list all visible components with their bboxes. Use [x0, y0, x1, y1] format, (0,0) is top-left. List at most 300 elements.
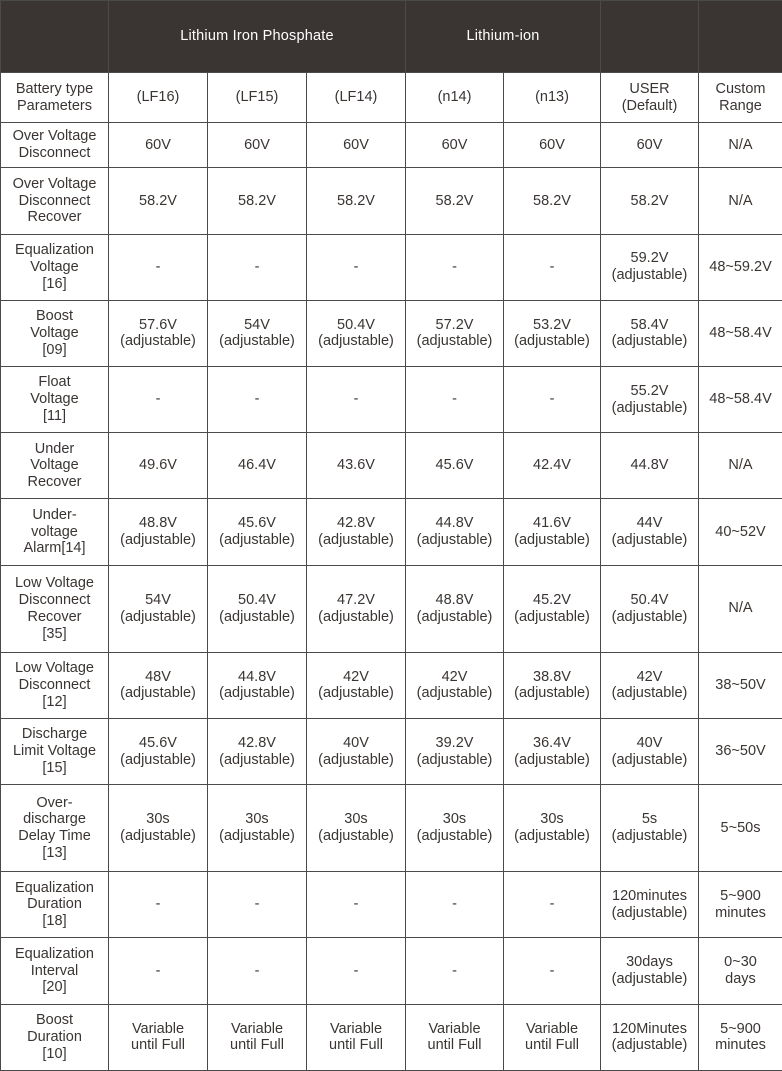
cell-value: Variable	[525, 1020, 579, 1037]
cell-value: 53.2V	[533, 316, 571, 333]
value-cell	[307, 652, 406, 718]
parameter-name-line: Equalization	[15, 879, 94, 896]
cell-value: 60V	[145, 136, 171, 153]
parameter-name-line: [20]	[42, 979, 67, 996]
cell-value: 30days	[626, 954, 673, 971]
parameter-name-cell	[1, 499, 109, 565]
cell-value: 45.6V	[139, 734, 177, 751]
cell-note: (adjustable)	[318, 751, 394, 768]
cell-note: (adjustable)	[219, 608, 295, 625]
value-cell	[406, 718, 504, 784]
group-header-user-blank	[601, 1, 699, 73]
cell-value: -	[353, 896, 359, 913]
battery-chemistry-group-header-row	[1, 1, 782, 73]
table-row	[1, 565, 782, 652]
cell-note: days	[725, 971, 756, 988]
value-cell	[208, 234, 307, 300]
cell-value: 39.2V	[435, 734, 474, 751]
table-row	[1, 168, 782, 234]
table-row	[1, 123, 782, 168]
cell-value: 54V	[244, 316, 270, 333]
cell-note: (adjustable)	[219, 333, 295, 350]
table-row	[1, 652, 782, 718]
parameter-name-line: Equalization	[15, 945, 94, 962]
cell-value: Variable	[230, 1020, 284, 1037]
value-cell	[307, 872, 406, 938]
cell-note: (adjustable)	[611, 267, 688, 284]
parameter-name-line: [12]	[42, 693, 67, 710]
parameter-name-line: Low Voltage	[14, 575, 94, 592]
parameter-name-cell	[1, 433, 109, 499]
cell-value: 46.4V	[238, 457, 276, 474]
value-cell	[699, 785, 782, 872]
value-cell	[307, 718, 406, 784]
value-cell	[504, 1004, 601, 1070]
cell-value: 40~52V	[715, 523, 766, 540]
cell-value: 57.6V	[139, 316, 177, 333]
cell-value: 58.2V	[337, 192, 375, 209]
column-header-range-line2: Range	[719, 97, 762, 114]
parameter-name-line: Voltage	[30, 391, 79, 408]
cell-note: (adjustable)	[514, 532, 590, 549]
parameter-name-cell	[1, 872, 109, 938]
parameter-name-line: Disconnect	[18, 145, 91, 162]
value-cell	[601, 785, 699, 872]
value-cell	[109, 234, 208, 300]
cell-value: 45.2V	[533, 591, 571, 608]
cell-note: (adjustable)	[318, 333, 394, 350]
cell-note: (adjustable)	[120, 333, 196, 350]
cell-value: -	[155, 391, 161, 408]
cell-value: 120Minutes	[612, 1020, 687, 1037]
cell-note: (adjustable)	[611, 333, 688, 350]
cell-note: (adjustable)	[514, 608, 590, 625]
table-row	[1, 499, 782, 565]
value-cell	[307, 565, 406, 652]
value-cell	[699, 234, 782, 300]
value-cell	[307, 234, 406, 300]
value-cell	[699, 123, 782, 168]
value-cell	[699, 433, 782, 499]
cell-note: (adjustable)	[611, 532, 688, 549]
cell-value: 5~900	[720, 1020, 761, 1037]
cell-value: Variable	[131, 1020, 185, 1037]
parameter-name-line: Equalization	[15, 241, 94, 258]
value-cell	[601, 1004, 699, 1070]
cell-value: 60V	[441, 136, 468, 153]
value-cell	[601, 499, 699, 565]
value-cell	[504, 872, 601, 938]
cell-value: 58.2V	[238, 192, 276, 209]
cell-value: 44V	[636, 515, 663, 532]
cell-value: -	[155, 258, 161, 275]
cell-value: 59.2V	[630, 250, 669, 267]
cell-value: N/A	[728, 600, 753, 617]
column-header-custom-range	[699, 73, 782, 123]
column-header-parameters-line1: Battery type	[15, 80, 94, 97]
cell-value: -	[452, 391, 457, 408]
cell-value: -	[353, 258, 359, 275]
cell-value: -	[452, 896, 457, 913]
parameter-name-line: Disconnect	[18, 676, 91, 693]
cell-value: 58.4V	[630, 316, 669, 333]
cell-note: (adjustable)	[514, 751, 590, 768]
table-row	[1, 718, 782, 784]
cell-value: 42.4V	[533, 457, 571, 474]
parameter-name-line: Duration	[27, 1028, 82, 1045]
cell-value: N/A	[728, 192, 753, 209]
cell-value: -	[549, 258, 555, 275]
value-cell	[699, 718, 782, 784]
parameter-name-cell	[1, 565, 109, 652]
parameter-name-line: [18]	[42, 913, 67, 930]
value-cell	[504, 300, 601, 366]
cell-value: -	[254, 896, 260, 913]
cell-value: 60V	[343, 136, 369, 153]
column-header-row	[1, 73, 782, 123]
value-cell	[307, 1004, 406, 1070]
cell-value: 48~59.2V	[709, 258, 772, 275]
cell-note: (adjustable)	[219, 828, 295, 845]
cell-note: until Full	[230, 1037, 284, 1054]
cell-value: 36.4V	[533, 734, 571, 751]
value-cell	[109, 300, 208, 366]
cell-value: 48V	[145, 668, 171, 685]
value-cell	[504, 718, 601, 784]
parameter-name-cell	[1, 234, 109, 300]
cell-note: (adjustable)	[318, 685, 394, 702]
parameter-name-line: Interval	[30, 962, 79, 979]
group-header-custom-range-blank	[699, 1, 782, 73]
cell-note: minutes	[715, 1037, 766, 1054]
cell-note: (adjustable)	[318, 828, 394, 845]
cell-value: 45.6V	[238, 515, 276, 532]
cell-value: -	[452, 962, 457, 979]
cell-value: 38.8V	[533, 668, 571, 685]
value-cell	[601, 123, 699, 168]
table-row	[1, 872, 782, 938]
cell-value: 47.2V	[337, 591, 375, 608]
cell-note: (adjustable)	[120, 751, 196, 768]
cell-value: -	[254, 962, 260, 979]
value-cell	[208, 499, 307, 565]
value-cell	[109, 872, 208, 938]
cell-note: (adjustable)	[120, 608, 196, 625]
table-row	[1, 1004, 782, 1070]
cell-note: until Full	[525, 1037, 579, 1054]
value-cell	[504, 168, 601, 234]
cell-value: 30s	[442, 811, 467, 828]
value-cell	[406, 565, 504, 652]
group-header-lithium-iron-phosphate: Lithium Iron Phosphate	[109, 1, 406, 73]
value-cell	[699, 168, 782, 234]
cell-value: 44.8V	[238, 668, 276, 685]
value-cell	[307, 433, 406, 499]
parameter-name-line: discharge	[23, 811, 86, 828]
value-cell	[208, 872, 307, 938]
cell-value: 58.2V	[435, 192, 474, 209]
value-cell	[109, 652, 208, 718]
parameter-name-line: Recover	[27, 209, 82, 226]
value-cell	[109, 433, 208, 499]
table-row	[1, 785, 782, 872]
value-cell	[109, 785, 208, 872]
table-row	[1, 433, 782, 499]
value-cell	[406, 123, 504, 168]
value-cell	[504, 938, 601, 1004]
parameter-name-line: Recover	[27, 474, 82, 491]
column-header-n14: (n14)	[406, 73, 504, 123]
value-cell	[208, 718, 307, 784]
value-cell	[601, 938, 699, 1004]
parameter-name-line: Voltage	[30, 457, 79, 474]
table-header	[1, 1, 782, 123]
cell-value: -	[254, 258, 260, 275]
parameter-name-cell	[1, 785, 109, 872]
cell-note: minutes	[715, 904, 766, 921]
value-cell	[109, 718, 208, 784]
cell-value: 5~50s	[720, 819, 761, 836]
parameter-name-line: Float	[38, 374, 71, 391]
cell-value: 30s	[146, 811, 170, 828]
cell-value: 60V	[636, 136, 663, 153]
parameter-name-line: Discharge	[21, 726, 88, 743]
cell-note: (adjustable)	[611, 608, 688, 625]
cell-note: (adjustable)	[318, 532, 394, 549]
value-cell	[699, 652, 782, 718]
cell-note: (adjustable)	[611, 904, 688, 921]
cell-value: N/A	[728, 457, 753, 474]
column-header-range-line1: Custom	[715, 80, 766, 97]
group-header-lithium-ion: Lithium-ion	[406, 1, 601, 73]
value-cell	[208, 785, 307, 872]
value-cell	[406, 872, 504, 938]
parameter-name-line: [13]	[42, 845, 67, 861]
value-cell	[504, 123, 601, 168]
parameter-name-line: [35]	[42, 625, 67, 642]
cell-value: -	[353, 962, 359, 979]
value-cell	[307, 123, 406, 168]
table-row	[1, 938, 782, 1004]
cell-value: Variable	[428, 1020, 481, 1037]
cell-value: 41.6V	[533, 515, 571, 532]
cell-note: (adjustable)	[416, 333, 493, 350]
parameter-name-cell	[1, 300, 109, 366]
cell-note: (adjustable)	[611, 971, 688, 988]
parameter-name-line: Voltage	[30, 258, 79, 275]
parameter-name-cell	[1, 652, 109, 718]
cell-value: 42V	[636, 668, 663, 685]
cell-note: (adjustable)	[611, 751, 688, 768]
parameter-name-line: Under-	[32, 506, 77, 523]
cell-note: (adjustable)	[514, 828, 590, 845]
parameter-name-cell	[1, 1004, 109, 1070]
value-cell	[208, 123, 307, 168]
value-cell	[504, 234, 601, 300]
parameter-name-line: Voltage	[30, 325, 79, 342]
value-cell	[504, 499, 601, 565]
column-header-lf14: (LF14)	[307, 73, 406, 123]
column-header-user-default	[601, 73, 699, 123]
value-cell	[699, 1004, 782, 1070]
value-cell	[208, 168, 307, 234]
parameter-name-line: [16]	[42, 275, 67, 292]
parameter-name-line: voltage	[31, 523, 78, 540]
column-header-n13: (n13)	[504, 73, 601, 123]
cell-value: 60V	[539, 136, 565, 153]
value-cell	[208, 1004, 307, 1070]
parameter-name-cell	[1, 718, 109, 784]
value-cell	[601, 872, 699, 938]
value-cell	[601, 367, 699, 433]
cell-note: (adjustable)	[318, 608, 394, 625]
table-body	[1, 123, 782, 1071]
cell-value: Variable	[329, 1020, 383, 1037]
column-header-lf15: (LF15)	[208, 73, 307, 123]
value-cell	[109, 123, 208, 168]
cell-note: until Full	[329, 1037, 383, 1054]
value-cell	[406, 168, 504, 234]
value-cell	[406, 499, 504, 565]
value-cell	[208, 367, 307, 433]
cell-value: 5s	[641, 811, 658, 828]
parameter-name-line: Recover	[27, 608, 82, 625]
table-row	[1, 367, 782, 433]
cell-note: (adjustable)	[611, 1037, 688, 1054]
cell-note: (adjustable)	[416, 608, 493, 625]
value-cell	[307, 300, 406, 366]
parameter-name-line: Duration	[27, 896, 82, 913]
cell-note: (adjustable)	[611, 828, 688, 845]
cell-value: 58.2V	[630, 192, 669, 209]
cell-value: 5~900	[720, 888, 761, 905]
parameter-name-cell	[1, 367, 109, 433]
cell-value: 49.6V	[139, 457, 177, 474]
parameter-name-line: Limit Voltage	[12, 743, 97, 760]
column-header-parameters-line2: Parameters	[17, 97, 92, 114]
parameter-name-line: Under	[34, 440, 75, 457]
value-cell	[406, 433, 504, 499]
cell-note: (adjustable)	[514, 685, 590, 702]
value-cell	[601, 168, 699, 234]
value-cell	[601, 718, 699, 784]
value-cell	[109, 565, 208, 652]
value-cell	[406, 367, 504, 433]
value-cell	[601, 433, 699, 499]
parameter-name-line: Over Voltage	[12, 175, 97, 192]
value-cell	[504, 367, 601, 433]
value-cell	[109, 1004, 208, 1070]
parameter-name-line: [09]	[42, 341, 67, 358]
value-cell	[601, 234, 699, 300]
parameter-name-line: [10]	[42, 1045, 67, 1062]
cell-value: -	[549, 962, 555, 979]
value-cell	[208, 300, 307, 366]
cell-value: 43.6V	[337, 457, 375, 474]
cell-note: until Full	[131, 1037, 185, 1054]
table-row	[1, 234, 782, 300]
cell-value: 44.8V	[435, 515, 474, 532]
parameter-name-line: Alarm[14]	[23, 540, 86, 557]
cell-value: 40V	[636, 734, 663, 751]
parameter-name-line: Disconnect	[18, 591, 91, 608]
value-cell	[406, 785, 504, 872]
cell-value: 48~58.4V	[709, 391, 772, 408]
value-cell	[208, 433, 307, 499]
cell-note: (adjustable)	[120, 685, 196, 702]
cell-value: 50.4V	[337, 316, 375, 333]
cell-note: (adjustable)	[514, 333, 590, 350]
column-header-parameters	[1, 73, 109, 123]
cell-value: -	[452, 258, 457, 275]
cell-value: 48.8V	[435, 591, 474, 608]
cell-note: (adjustable)	[416, 532, 493, 549]
value-cell	[109, 168, 208, 234]
value-cell	[504, 785, 601, 872]
parameter-name-line: Over-	[36, 794, 73, 811]
cell-value: 42.8V	[238, 734, 276, 751]
cell-value: 120minutes	[612, 888, 687, 905]
value-cell	[208, 565, 307, 652]
cell-value: 40V	[343, 734, 369, 751]
value-cell	[699, 938, 782, 1004]
value-cell	[504, 433, 601, 499]
parameter-name-cell	[1, 123, 109, 168]
value-cell	[307, 785, 406, 872]
cell-note: (adjustable)	[219, 751, 295, 768]
parameter-name-line: Low Voltage	[14, 660, 94, 677]
cell-value: 60V	[244, 136, 270, 153]
parameter-name-cell	[1, 938, 109, 1004]
cell-value: 30s	[245, 811, 269, 828]
cell-note: (adjustable)	[416, 751, 493, 768]
cell-value: 42V	[343, 668, 369, 685]
cell-value: 50.4V	[630, 591, 669, 608]
table-row	[1, 300, 782, 366]
cell-note: (adjustable)	[120, 828, 196, 845]
value-cell	[406, 300, 504, 366]
group-header-empty-corner	[1, 1, 109, 73]
parameter-name-line: Delay Time	[18, 828, 91, 845]
value-cell	[504, 652, 601, 718]
value-cell	[504, 565, 601, 652]
cell-value: 54V	[145, 591, 171, 608]
value-cell	[601, 565, 699, 652]
cell-value: 45.6V	[435, 457, 474, 474]
column-header-user-line2: (Default)	[621, 97, 678, 114]
cell-note: (adjustable)	[219, 685, 295, 702]
value-cell	[109, 499, 208, 565]
cell-value: 58.2V	[139, 192, 177, 209]
value-cell	[699, 499, 782, 565]
cell-value: 36~50V	[715, 743, 766, 760]
cell-value: 57.2V	[435, 316, 474, 333]
cell-value: 42.8V	[337, 515, 375, 532]
value-cell	[406, 652, 504, 718]
value-cell	[307, 938, 406, 1004]
cell-value: -	[254, 391, 260, 408]
value-cell	[601, 652, 699, 718]
parameter-name-line: Disconnect	[18, 192, 91, 209]
cell-value: 0~30	[724, 954, 757, 971]
cell-value: 55.2V	[630, 382, 669, 399]
parameter-name-line: Over Voltage	[12, 128, 97, 145]
parameter-name-line: [15]	[42, 759, 67, 776]
parameter-name-line: Boost	[35, 1012, 74, 1029]
cell-note: (adjustable)	[120, 532, 196, 549]
value-cell	[307, 168, 406, 234]
cell-note: (adjustable)	[219, 532, 295, 549]
